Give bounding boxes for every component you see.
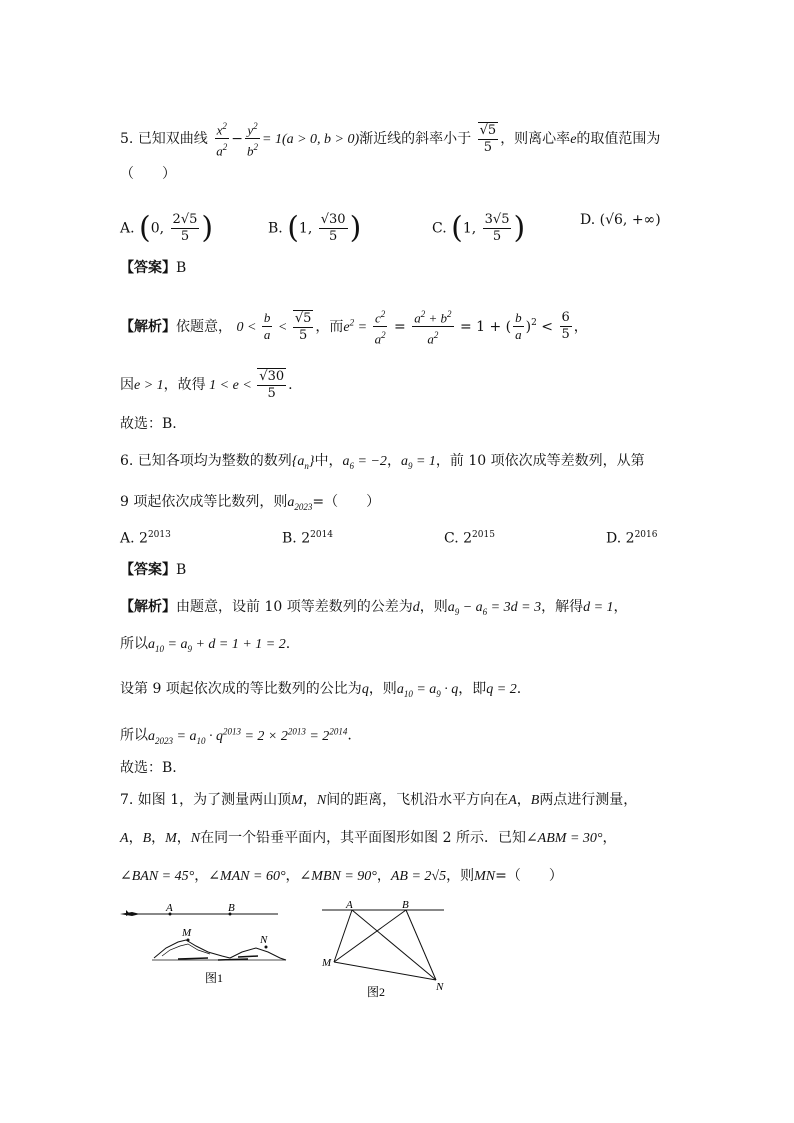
- q7-stem-2: A，B，M，N在同一个铅垂平面内，其平面图形如图 2 所示．已知∠ABM = 30°，: [120, 830, 617, 846]
- point-m-label: M: [182, 927, 192, 939]
- q5-conclusion: 故选：B.: [120, 416, 177, 432]
- q5-answer: 【答案】B: [120, 260, 187, 276]
- point-b-label: B: [228, 902, 235, 914]
- q7-stem: 7. 如图 1，为了测量两山顶M，N间的距离，飞机沿水平方向在A，B两点进行测量，: [120, 792, 638, 808]
- q6-analysis: 【解析】由题意，设前 10 项等差数列的公差为d，则$a_9 - a_6 = 3d = 3$，解得d = 1，: [120, 599, 628, 617]
- q6-analysis-2: 所以$a_{10} = a_9 + d = 1 + 1 = 2$.: [120, 636, 291, 654]
- point-n-label: N: [260, 934, 268, 946]
- q5-stem: 5. 已知双曲线 $\frac{x^2}{a^2}$ − $\frac{y^2}{b^2}$ = 1(a > 0, b > 0)渐近线的斜率小于 $\frac{√5}{5}$ ，则离心率e的取值范围为: [120, 118, 660, 160]
- fig2-label-b: B: [402, 899, 409, 911]
- figure-1-caption: 图1: [204, 971, 224, 985]
- q6-option-b[interactable]: B. $2^{2014}$: [282, 530, 334, 547]
- fig2-label-m: M: [322, 957, 332, 969]
- q6-option-d[interactable]: D. $2^{2016}$: [606, 530, 658, 547]
- q5-analysis-2: 因e > 1，故得 1 < e < $\frac{√30}{5}$ .: [120, 369, 293, 401]
- q5-option-b[interactable]: B. (1, $\frac{√30}{5}$ ): [268, 210, 362, 246]
- q5-option-d[interactable]: D. (√6, +∞): [580, 212, 661, 228]
- q6-option-c[interactable]: C. $2^{2015}$: [444, 530, 495, 547]
- q6-analysis-3: 设第 9 项起依次成的等比数列的公比为q，则$a_{10} = a_9 \cdot q$，即q = 2.: [120, 681, 522, 699]
- figure-2-caption: 图2: [366, 985, 386, 999]
- fig2-label-n: N: [436, 981, 444, 993]
- q5-paren: （ ）: [120, 166, 176, 182]
- point-a-label: A: [166, 902, 173, 914]
- q6-stem-2: 9 项起依次成等比数列，则$a_{2023}=$（ ）: [120, 494, 381, 512]
- q5-analysis: 【解析】依题意， 0 < $\frac{b}{a}$ < $\frac{√5}{5}$ ，而$e^2$ = $\frac{c^2}{a^2}$ = $\frac{a^2 + b^2}{a^2}$ = 1 + ( $\frac{b}{a}$ )$^2$ < $\frac{6}{5}$ ，: [120, 306, 588, 348]
- q7-stem-3: ∠BAN = 45°，∠MAN = 60°，∠MBN = 90°，AB = 2√5，则MN=（ ）: [120, 868, 563, 884]
- q6-answer: 【答案】B: [120, 562, 187, 578]
- figure-2: [318, 898, 450, 1002]
- q5-option-a[interactable]: A. (0, $\frac{2√5}{5}$ ): [120, 210, 214, 246]
- q6-conclusion: 故选：B.: [120, 760, 177, 776]
- q6-analysis-4: 所以$a_{2023} = a_{10} \cdot q^{2013} = 2 \times 2^{2013} = 2^{2014}$.: [120, 726, 352, 746]
- figure-1: [118, 900, 288, 992]
- airplane-icon: [120, 910, 140, 916]
- q6-option-a[interactable]: A. $2^{2013}$: [120, 530, 171, 547]
- fig2-label-a: A: [346, 899, 353, 911]
- q5-option-c[interactable]: C. (1, $\frac{3√5}{5}$ ): [432, 210, 526, 246]
- q6-stem: 6. 已知各项均为整数的数列$\{a_n\}$中，$a_6 = -2$，$a_9 = 1$，前 10 项依次成等差数列，从第: [120, 453, 645, 471]
